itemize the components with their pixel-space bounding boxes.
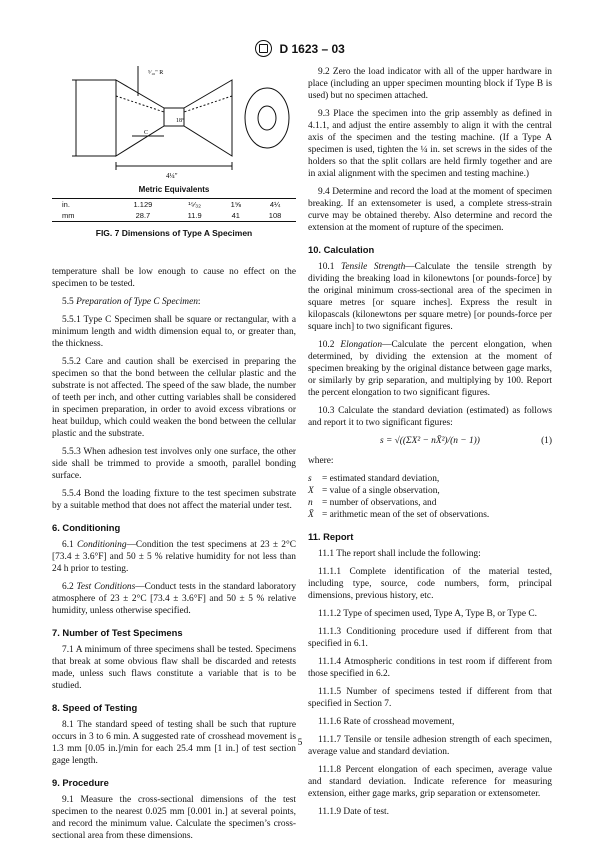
section-heading-9: 9. Procedure: [52, 777, 109, 788]
left-column: [52, 66, 296, 848]
dim-angle-label: 18°: [176, 118, 185, 124]
paragraph: temperature shall be low enough to cause no effect on the specimen to be tested.: [52, 267, 296, 289]
table-cell: ¹⁵⁄₃₂: [188, 200, 202, 209]
paragraph-10-1: 10.1 Tensile Strength—Calculate the tensile strength by dividing the breaking load in kilonewtons [or pounds-force] by the original minimum cross-sectional area of the specimen in square metres [or square inches]. Express the result in kilopascals (kilonewtons per square metre) [or pounds-force per square inch] to two significant figures.: [308, 262, 553, 332]
table-cell: 1⅝: [230, 200, 242, 209]
paragraph-9-2: 9.2 Zero the load indicator with all of the upper hardware in place (including an upper specimen mounting block if Type B is used) but no specimen attached.: [308, 67, 552, 101]
paragraph-11-1-5: 11.1.5 Number of specimens tested if different from that specified in Section 7.: [308, 687, 552, 709]
section-heading-10: 10. Calculation: [308, 244, 375, 255]
paragraph-11-1-4: 11.1.4 Atmospheric conditions in test room if different from those specified in 6.2.: [308, 657, 552, 679]
where-label: where:: [308, 456, 334, 466]
astm-logo-icon: [255, 40, 272, 57]
paragraph-11-1-3: 11.1.3 Conditioning procedure used if different from that specified in 6.1.: [308, 627, 552, 649]
metric-title: Metric Equivalents: [138, 185, 210, 194]
figure-7: [52, 66, 296, 266]
paragraph-6-2: 6.2 Test Conditions—Conduct tests in the standard laboratory atmosphere of 23 ± 2°C [73.4 ± 3.6°F] and 50 ± 5 % relative humidity, unless otherwise specified.: [52, 582, 297, 616]
paragraph-11-1-9: 11.1.9 Date of test.: [318, 807, 389, 817]
table-row: [52, 199, 296, 211]
paragraph-5-5-4: 5.5.4 Bond the loading fixture to the test specimen substrate by a suitable method that does not affect the material under test.: [52, 489, 296, 511]
equation-body: s = √((ΣX² − nX̄²)/(n − 1)): [380, 436, 480, 446]
metric-table: [52, 198, 296, 222]
paragraph-11-1-8: 11.1.8 Percent elongation of each specimen, average value and standard deviation. Indicate reference for measuring extension, either gage marks, grip separation or extensometer.: [308, 765, 552, 799]
section-heading-11: 11. Report: [308, 531, 354, 542]
paragraph-9-4: 9.4 Determine and record the load at the moment of specimen breaking. If an extensometer is used, a complete stress-strain curve may be obtained thereby. Also determine and record the extension at the moment of rupture of the specimen.: [308, 187, 552, 233]
list-item: X̄ = arithmetic mean of the set of observations.: [308, 510, 490, 520]
dim-top-label: ⁵⁄₁₆" R: [148, 70, 164, 76]
definition-list: [308, 473, 552, 521]
paragraph-11-1-1: 11.1.1 Complete identification of the material tested, including type, source, code numbers, form, principal dimensions, previous history, etc.: [308, 567, 552, 601]
equation-number: (1): [541, 436, 552, 446]
section-heading-8: 8. Speed of Testing: [52, 702, 138, 713]
paragraph-8-1: 8.1 The standard speed of testing shall be such that rupture occurs in 3 to 6 min. A suggested rate of crosshead movement is 1.3 mm [0.05 in.]/min for each 25.4 mm [1 in.] of test section gage length.: [52, 720, 296, 766]
page-header: [0, 40, 600, 57]
dim-length-label: 4¼": [166, 172, 178, 180]
paragraph-7-1: 7.1 A minimum of three specimens shall be tested. Specimens that break at some obvious flaw shall be discarded and retests made, unless such flaws constitute a variable that is to be studied.: [52, 645, 296, 691]
list-item: n = number of observations, and: [308, 498, 437, 508]
paragraph-11-1-6: 11.1.6 Rate of crosshead movement,: [318, 717, 455, 727]
section-heading-6: 6. Conditioning: [52, 522, 121, 533]
table-cell: 28.7: [135, 211, 151, 220]
section-heading-7: 7. Number of Test Specimens: [52, 627, 183, 638]
page-number: 5: [297, 738, 303, 748]
table-cell: 41: [231, 211, 240, 220]
paragraph-5-5-1: 5.5.1 Type C Specimen shall be square or rectangular, with a minimum length and width dimension equal to, or greater than, the thickness.: [52, 315, 296, 349]
paragraph-9-1: 9.1 Measure the cross-sectional dimensions of the test specimen to the nearest 0.025 mm [0.001 in.] at several points, and record the minimum value. Calculate the specimen’s cross-sectional area from these dimensions.: [52, 795, 296, 841]
paragraph-6-1: 6.1 Conditioning—Condition the test specimens at 23 ± 2°C [73.4 ± 3.6°F] and 50 ± 5 % relative humidity for not less than 24 h prior to testing.: [52, 540, 297, 574]
equation: [308, 435, 552, 447]
section-5-5-heading: 5.5 Preparation of Type C Specimen:: [62, 297, 201, 307]
paragraph-10-2: 10.2 Elongation—Calculate the percent elongation, when determined, by dividing the extension at the moment of specimen breaking by the original distance between gage marks, or similarly by grip separation, and multiplying by 100. Report the percent elongation to two significant figures.: [308, 340, 552, 398]
list-item: s = estimated standard deviation,: [308, 474, 440, 484]
right-column: [308, 66, 552, 824]
figure-caption: FIG. 7 Dimensions of Type A Specimen: [95, 228, 253, 238]
paragraph-5-5-3: 5.5.3 When adhesion test involves only one surface, the other side shall be trimmed to provide a smooth, parallel bonding surface.: [52, 447, 296, 481]
paragraph-10-3: 10.3 Calculate the standard deviation (estimated) as follows and report it to two significant figures:: [308, 406, 552, 428]
paragraph-11-1-2: 11.1.2 Type of specimen used, Type A, Type B, or Type C.: [318, 609, 537, 619]
table-cell: in.: [62, 200, 70, 209]
paragraph-5-5-2: 5.5.2 Care and caution shall be exercised in preparing the specimen so that the bond between the cellular plastic and the substrate is not affected. The speed of the saw blade, the number of teeth per inch, and other cutting variables shall be considered in specimen preparation, in order to avoid excess vibrations or heat buildup, which could weaken the bond between the cellular plastic and the substrate.: [52, 357, 296, 439]
table-cell: 4¼: [269, 200, 281, 209]
paragraph-11-1-7: 11.1.7 Tensile or tensile adhesion strength of each specimen, average value and standard deviation.: [308, 735, 552, 757]
table-cell: mm: [62, 211, 75, 220]
specimen-diagram: [52, 66, 296, 184]
list-item: X = value of a single observation,: [308, 486, 440, 496]
table-cell: 1.129: [133, 200, 153, 209]
table-cell: 11.9: [187, 211, 202, 220]
dim-c-label: C: [144, 130, 149, 136]
table-cell: 108: [268, 211, 282, 220]
table-row: [52, 210, 296, 222]
designation: D 1623 – 03: [279, 42, 345, 56]
paragraph-9-3: 9.3 Place the specimen into the grip assembly as defined in 4.1.1, and adjust the entire assembly to align it with the central axis of the specimen and the testing machine. (If a Type A specimen is used, tighten the ¼ in. set screws in the sides of the holders so that the split collars are held firmly together and are in axial alignment with the specimen and testing machine.): [308, 109, 552, 179]
paragraph-11-1: 11.1 The report shall include the following:: [318, 549, 481, 559]
